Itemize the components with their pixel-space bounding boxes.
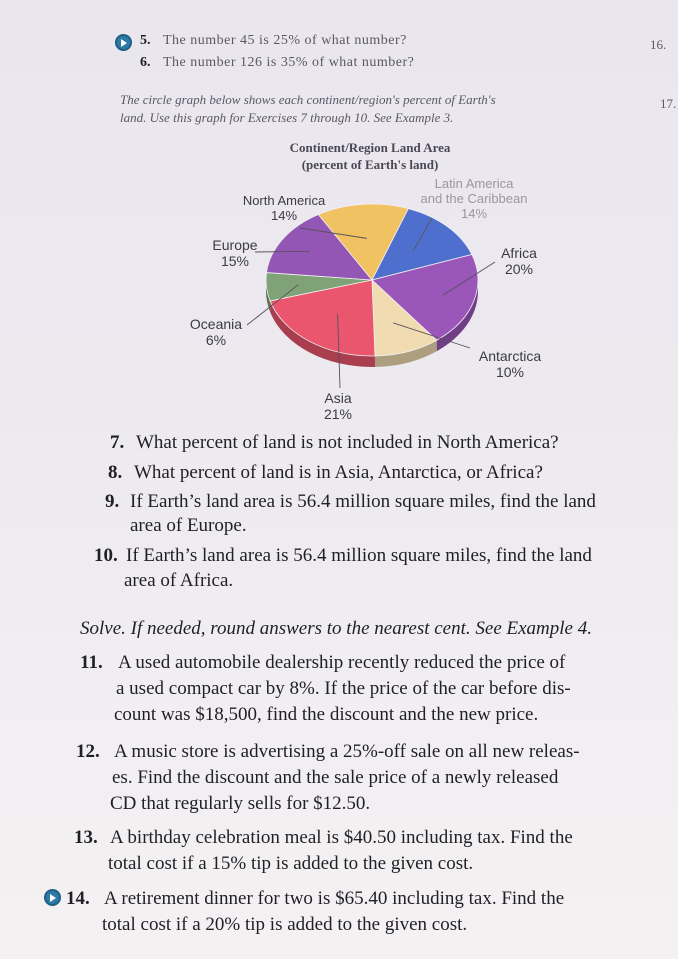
exercise-12-line-2: es. Find the discount and the sale price of a newly released [112,767,559,788]
exercise-14 [0,886,678,940]
exercise-10-line-2: area of Africa. [124,570,234,591]
label-antarctica [470,348,550,380]
exercise-13-number: 13. [74,827,98,848]
exercise-13-line-1: A birthday celebration meal is $40.50 including tax. Find the [110,827,573,848]
exercise-7-text: What percent of land is not included in North America? [136,432,559,453]
exercise-9-number: 9. [105,491,120,512]
chart-title: Continent/Region Land Area [289,140,451,155]
label-north-america [228,193,340,223]
label-asia-name: Asia [324,390,352,406]
intro-line-1: The circle graph below shows each continent/region's percent of Earth's [120,92,496,107]
exercise-11-line-2: a used compact car by 8%. If the price of the car before dis- [116,678,571,699]
label-africa [495,245,543,277]
exercise-11-line-1: A used automobile dealership recently reduced the price of [118,652,566,673]
exercise-10-number: 10. [94,545,118,566]
label-asia-value: 21% [323,406,353,422]
exercise-10 [0,543,678,595]
q5-number: 5. [140,33,151,48]
label-latin-america-value: 14% [460,206,488,221]
exercise-14-line-1: A retirement dinner for two is $65.40 including tax. Find the [104,888,565,909]
exercise-10-line-1: If Earth’s land area is 56.4 million square miles, find the land [126,545,592,566]
label-oceania-value: 6% [205,332,227,348]
exercise-13-line-2: total cost if a 15% tip is added to the given cost. [108,853,474,874]
exercise-14-number: 14. [66,888,90,909]
exercise-8-number: 8. [108,462,123,483]
exercise-11-line-3: count was $18,500, find the discount and the new price. [114,704,539,725]
q6-number: 6. [140,55,151,70]
exercise-12-number: 12. [76,741,100,762]
label-latin-america-name-2: and the Caribbean [420,191,528,206]
label-antarctica-value: 10% [495,364,525,380]
label-africa-value: 20% [504,261,534,277]
intro-line-2: land. Use this graph for Exercises 7 through 10. See Example 3. [120,110,454,125]
exercise-11-number: 11. [80,652,103,673]
exercise-13 [0,825,678,879]
label-europe-name: Europe [212,237,258,253]
exercise-14-line-2: total cost if a 20% tip is added to the given cost. [102,914,468,935]
instruction: Solve. If needed, round answers to the nearest cent. See Example 4. [80,618,592,639]
label-antarctica-name: Antarctica [478,348,542,364]
label-oceania [185,316,247,348]
exercise-12-line-1: A music store is advertising a 25%-off sale on all new releas- [114,741,580,762]
label-latin-america-name-1: Latin America [434,176,514,191]
label-europe-value: 15% [220,253,250,269]
exercise-7-number: 7. [110,432,125,453]
label-africa-name: Africa [501,245,537,261]
exercise-9-line-2: area of Europe. [130,515,247,536]
exercise-8-text: What percent of land is in Asia, Antarctica, or Africa? [134,462,543,483]
q5-text: The number 45 is 25% of what number? [163,33,407,48]
exercise-9-line-1: If Earth’s land area is 56.4 million square miles, find the land [130,491,596,512]
exercise-12 [0,739,678,819]
label-oceania-name: Oceania [189,316,243,332]
label-asia [316,390,360,422]
exercise-11 [0,650,678,730]
side-number-16: 16. [650,37,667,52]
exercise-9 [0,489,678,541]
label-latin-america [405,176,543,221]
exercise-12-line-3: CD that regularly sells for $12.50. [110,793,371,814]
q6-text: The number 126 is 35% of what number? [163,55,415,70]
exercise-8 [0,460,678,486]
label-europe [205,237,265,269]
label-north-america-name: North America [242,193,326,208]
label-north-america-value: 14% [270,208,298,223]
side-number-17: 17. [660,96,677,111]
exercise-7 [0,430,678,456]
chart-subtitle: (percent of Earth's land) [301,157,439,172]
